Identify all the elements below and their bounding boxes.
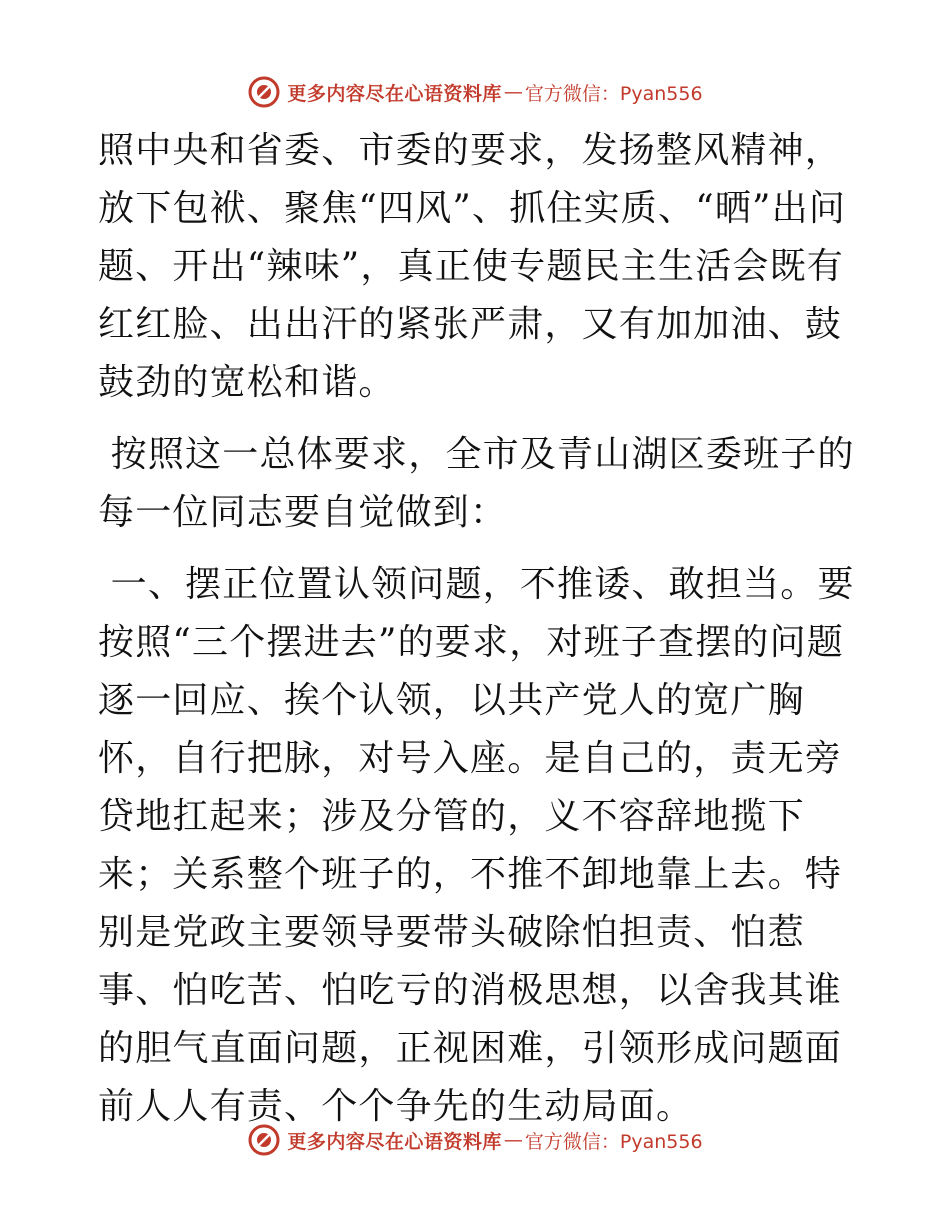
footer-separator: — (503, 1129, 523, 1151)
paragraph: 一、摆正位置认领问题，不推诿、敢担当。要按照“三个摆进去”的要求，对班子查摆的问题逐一回应、挨个认领，以共产党人的宽广胸怀，自行把脉，对号入座。是自己的，责无旁贷地扛起来；涉及分管的，义不容辞地揽下来；关系整个班子的，不推不卸地靠上去。特别是党政主要领导要带头破除怕担责、怕惹事、怕吃苦、怕吃亏的消极思想，以舍我其谁的胆气直面问题，正视困难，引领形成问题面前人人有责、个个争先的生动局面。 (98, 564, 855, 1127)
footer-wechat: 官方微信：Pyan556 (524, 1130, 703, 1153)
header-brand: 更多内容尽在心语资料库 (287, 82, 502, 105)
logo-circle-icon (247, 75, 281, 109)
header-separator: — (503, 81, 523, 103)
footer-banner (0, 1118, 950, 1162)
footer-brand: 更多内容尽在心语资料库 (287, 1130, 502, 1153)
header-banner (0, 70, 950, 114)
paragraph: 照中央和省委、市委的要求，发扬整风精神，放下包袱、聚焦“四风”、抓住实质、“晒”出问题、开出“辣味”，真正使专题民主生活会既有红红脸、出出汗的紧张严肃，又有加加油、鼓鼓劲的宽松和谐。 (98, 130, 847, 403)
header-wechat: 官方微信：Pyan556 (524, 82, 703, 105)
paragraph: 按照这一总体要求，全市及青山湖区委班子的每一位同志要自觉做到： (98, 434, 855, 533)
document-body (98, 122, 858, 1136)
logo-circle-icon (247, 1123, 281, 1157)
